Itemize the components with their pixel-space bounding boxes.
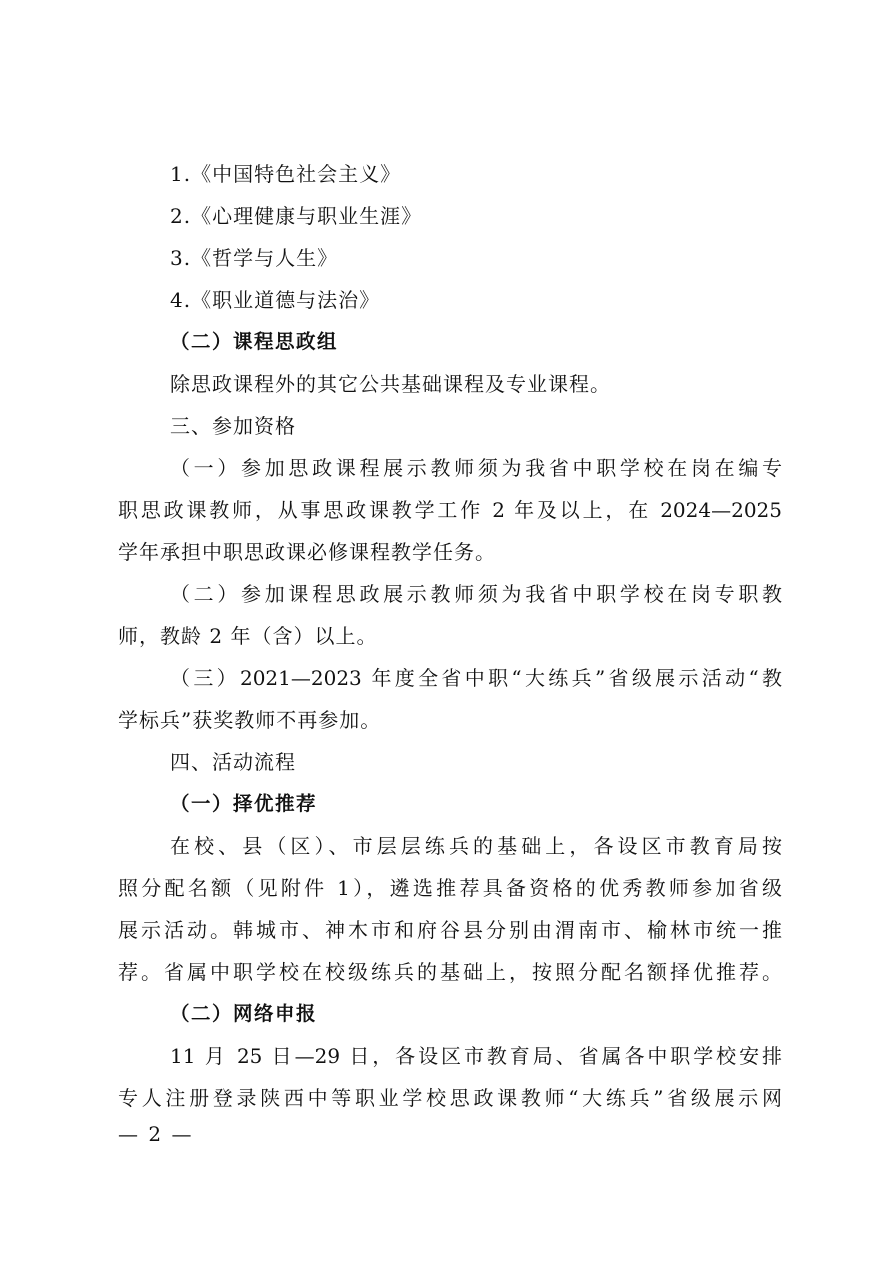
paragraph-line: （一）参加思政课程展示教师须为我省中职学校在岗在编专: [170, 456, 782, 480]
paragraph-line: 在校、县（区）、市层层练兵的基础上，各设区市教育局按: [170, 834, 782, 858]
paragraph-line: 专人注册登录陕西中等职业学校思政课教师“大练兵”省级展示网: [118, 1086, 782, 1110]
list-item: 2.《心理健康与职业生涯》: [170, 204, 423, 228]
list-item: 3.《哲学与人生》: [170, 246, 339, 270]
paragraph-line: （三）2021—2023 年度全省中职“大练兵”省级展示活动“教: [170, 666, 782, 690]
paragraph-line: 荐。省属中职学校在校级练兵的基础上，按照分配名额择优推荐。: [118, 960, 782, 984]
paragraph-line: 职思政课教师，从事思政课教学工作 2 年及以上，在 2024—2025: [118, 498, 782, 522]
list-item: 4.《职业道德与法治》: [170, 288, 381, 312]
paragraph-line: 照分配名额（见附件 1），遴选推荐具备资格的优秀教师参加省级: [118, 876, 782, 900]
paragraph-line: 师，教龄 2 年（含）以上。: [118, 624, 378, 648]
paragraph-line: 除思政课程外的其它公共基础课程及专业课程。: [170, 372, 611, 396]
subsection-heading: （二）课程思政组: [170, 330, 339, 353]
subsection-heading: （一）择优推荐: [170, 792, 318, 815]
paragraph-line: 学年承担中职思政课必修课程教学任务。: [118, 540, 496, 564]
subsection-heading: （二）网络申报: [170, 1002, 318, 1025]
section-heading: 三、参加资格: [170, 414, 296, 438]
paragraph-line: 展示活动。韩城市、神木市和府谷县分别由渭南市、榆林市统一推: [118, 918, 782, 942]
page-number: — 2 —: [118, 1122, 194, 1146]
paragraph-line: 学标兵”获奖教师不再参加。: [118, 708, 382, 732]
list-item: 1.《中国特色社会主义》: [170, 162, 402, 186]
paragraph-line: （二）参加课程思政展示教师须为我省中职学校在岗专职教: [170, 582, 782, 606]
paragraph-line: 11 月 25 日—29 日，各设区市教育局、省属各中职学校安排: [170, 1044, 782, 1068]
section-heading: 四、活动流程: [170, 750, 296, 774]
